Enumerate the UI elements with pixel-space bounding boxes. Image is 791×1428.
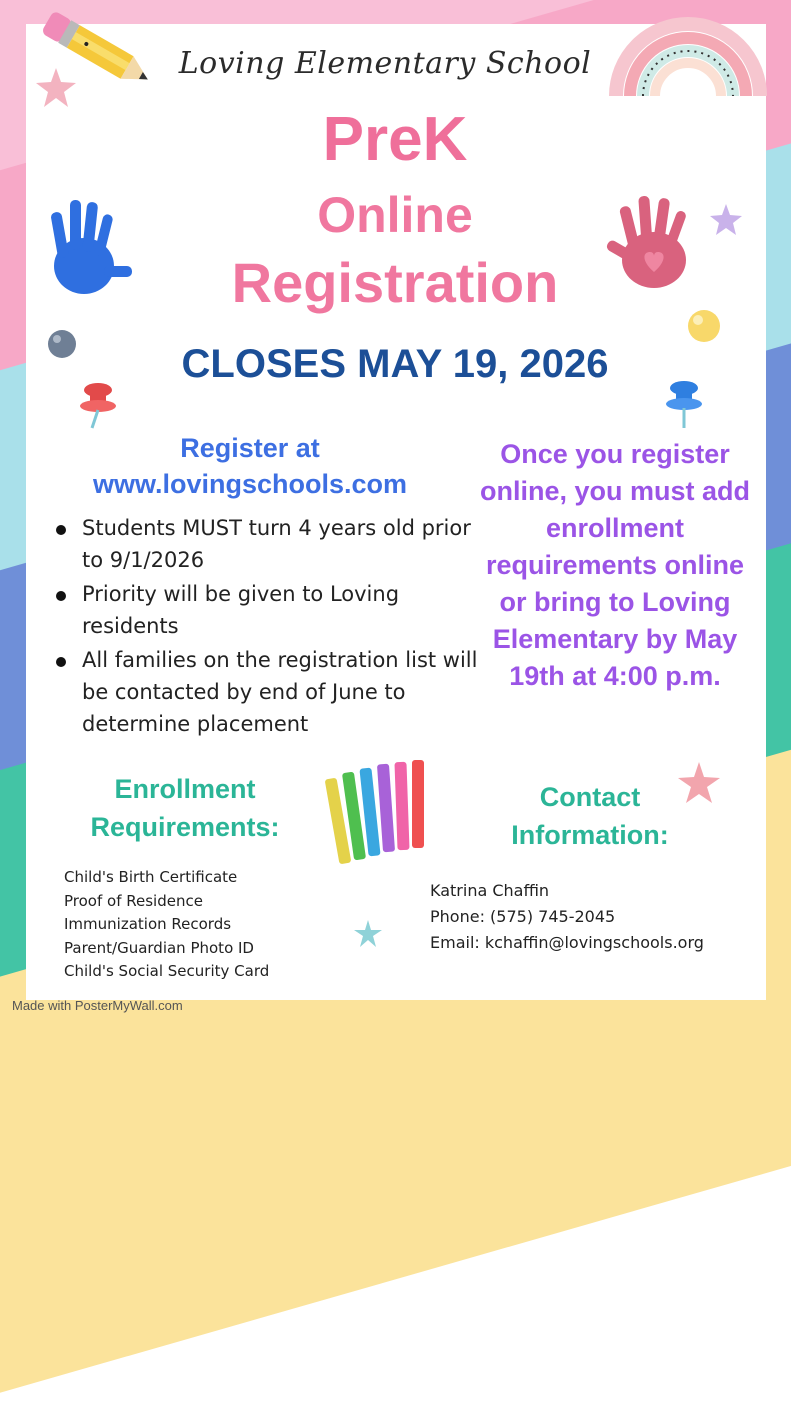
register-at-block bbox=[40, 430, 460, 502]
enrollment-note: Once you register online, you must add enrollment requirements online or bring to Loving Elementary by May 19th at 4:00 p.m. bbox=[479, 439, 750, 691]
register-at-label: Register at bbox=[180, 433, 320, 463]
contact-details bbox=[430, 878, 770, 956]
title-online: Online bbox=[317, 187, 473, 243]
registration-rules-list bbox=[50, 512, 480, 742]
list-item: Students MUST turn 4 years old prior to 9/1/2026 bbox=[50, 512, 480, 576]
list-item: Immunization Records bbox=[64, 915, 232, 933]
pushpin-icon bbox=[76, 380, 120, 432]
school-name: Loving Elementary School bbox=[178, 46, 592, 81]
gumball-icon bbox=[686, 308, 722, 344]
heading-line: Enrollment bbox=[114, 774, 256, 804]
deadline-banner: CLOSES MAY 19, 2026 bbox=[181, 342, 609, 386]
list-item: Priority will be given to Loving residents bbox=[50, 578, 480, 642]
star-icon bbox=[708, 202, 744, 238]
star-icon bbox=[352, 918, 384, 950]
rainbow-icon bbox=[608, 4, 768, 100]
heading-line: Requirements: bbox=[90, 812, 280, 842]
list-item: Child's Social Security Card bbox=[64, 962, 270, 980]
blue-handprint-icon bbox=[44, 194, 136, 304]
footer-credit: Made with PosterMyWall.com bbox=[12, 998, 183, 1013]
contact-information-heading bbox=[480, 778, 700, 854]
heading-line: Contact bbox=[539, 782, 641, 812]
heading-line: Information: bbox=[511, 820, 669, 850]
contact-email[interactable]: Email: kchaffin@lovingschools.org bbox=[430, 933, 704, 952]
enrollment-requirements-list bbox=[64, 866, 344, 984]
gumball-icon bbox=[46, 328, 78, 360]
star-icon bbox=[34, 66, 78, 110]
list-item: All families on the registration list will be contacted by end of June to determine placement bbox=[50, 644, 480, 740]
enrollment-requirements-heading bbox=[50, 770, 320, 846]
list-item: Child's Birth Certificate bbox=[64, 868, 238, 886]
title-registration: Registration bbox=[231, 251, 559, 314]
crayons-icon bbox=[324, 756, 436, 872]
contact-phone[interactable]: Phone: (575) 745-2045 bbox=[430, 907, 616, 926]
register-website-link[interactable]: www.lovingschools.com bbox=[92, 469, 408, 499]
list-item: Parent/Guardian Photo ID bbox=[64, 938, 254, 957]
title-prek: PreK bbox=[322, 105, 468, 174]
contact-name: Katrina Chaffin bbox=[430, 881, 550, 900]
list-item: Proof of Residence bbox=[64, 891, 203, 910]
